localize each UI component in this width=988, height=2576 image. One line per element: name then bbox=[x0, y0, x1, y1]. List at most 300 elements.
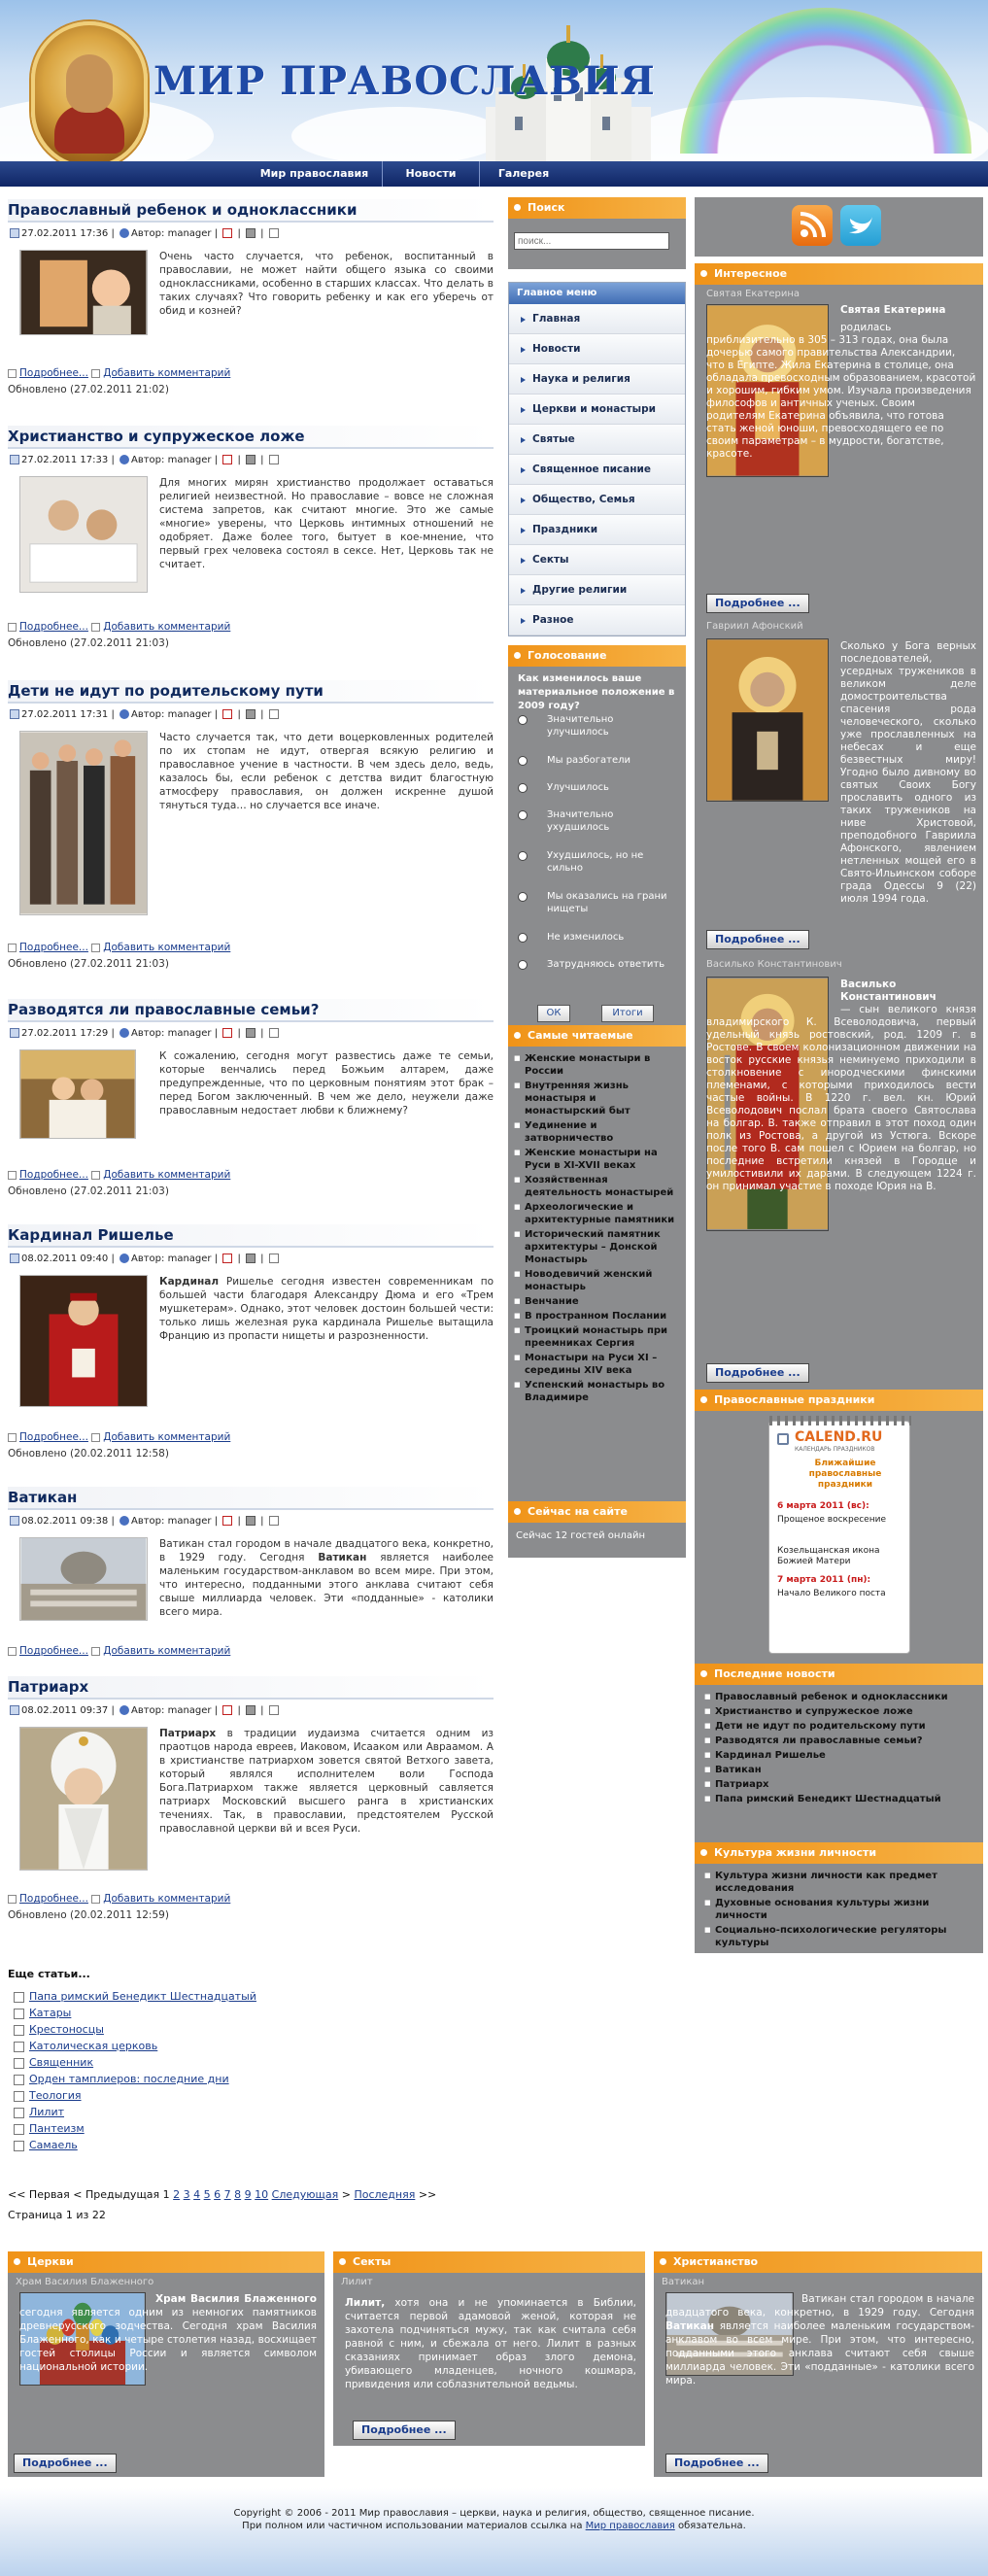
list-item[interactable]: ■ Ватикан bbox=[704, 1764, 973, 1776]
article-title[interactable]: Кардинал Ришелье bbox=[8, 1224, 494, 1248]
bottom-box-subtitle[interactable]: Лилит bbox=[341, 2277, 373, 2287]
site-header bbox=[0, 0, 988, 161]
calendar-icon bbox=[10, 1028, 19, 1038]
article-date: 27.02.2011 17:29 bbox=[21, 1028, 109, 1039]
bottom-box-body bbox=[8, 2273, 324, 2477]
poll-body bbox=[508, 667, 686, 1032]
article bbox=[8, 1676, 494, 1921]
poll-option[interactable] bbox=[518, 808, 678, 834]
pdf-icon[interactable] bbox=[222, 1705, 232, 1715]
poll-option-label: Значительно ухудшилось bbox=[547, 809, 614, 833]
article bbox=[8, 199, 494, 395]
article-links bbox=[8, 1430, 494, 1444]
add-comment-link[interactable]: Добавить комментарий bbox=[103, 1431, 231, 1443]
comment-icon bbox=[91, 623, 100, 632]
list-item[interactable]: ■ Венчание bbox=[514, 1295, 680, 1308]
bottom-box-text bbox=[19, 2292, 317, 2374]
nav-gallery[interactable]: Галерея bbox=[497, 167, 550, 180]
radio-button[interactable] bbox=[518, 851, 528, 861]
poll-option[interactable] bbox=[518, 890, 678, 915]
pager-gt: > bbox=[341, 2188, 351, 2201]
poll-results-button[interactable]: Итоги bbox=[601, 1005, 654, 1022]
list-item[interactable]: ■ Христианство и супружеское ложе bbox=[704, 1705, 973, 1718]
bottom-box-subtitle[interactable]: Храм Василия Блаженного bbox=[16, 2277, 154, 2287]
list-item[interactable] bbox=[29, 2054, 256, 2071]
article bbox=[8, 999, 494, 1197]
menu-item[interactable]: Наука и религия bbox=[509, 364, 685, 395]
article-text-bold: Ватикан bbox=[318, 1552, 367, 1563]
bottom-box-title: Христианство bbox=[654, 2251, 982, 2273]
add-comment-link[interactable]: Добавить комментарий bbox=[103, 1645, 231, 1657]
bottom-box-bold: Храм Василия Блаженного bbox=[155, 2293, 317, 2305]
rss-icon[interactable] bbox=[792, 205, 833, 246]
pdf-icon[interactable] bbox=[222, 228, 232, 238]
list-item[interactable]: ■ Дети не идут по родительскому пути bbox=[704, 1720, 973, 1733]
article-meta: 27.02.2011 17:33 | Автор: manager | | | bbox=[8, 452, 494, 469]
article bbox=[8, 426, 494, 649]
poll-title: Голосование bbox=[508, 645, 686, 667]
list-item[interactable]: ■ Кардинал Ришелье bbox=[704, 1749, 973, 1762]
email-icon[interactable] bbox=[269, 1254, 279, 1263]
search-input[interactable] bbox=[514, 232, 669, 250]
poll-ok-button[interactable]: ОК bbox=[537, 1005, 570, 1022]
list-item[interactable] bbox=[29, 2104, 256, 2120]
more-article-link[interactable]: Пантеизм bbox=[29, 2122, 85, 2135]
interesting-item-title[interactable]: Гавриил Афонский bbox=[706, 621, 803, 632]
footer-text bbox=[0, 2507, 988, 2532]
user-icon bbox=[119, 455, 129, 464]
comment-icon bbox=[91, 944, 100, 952]
menu-item[interactable]: Новости bbox=[509, 334, 685, 364]
list-item[interactable]: ■ Разводятся ли православные семьи? bbox=[704, 1735, 973, 1747]
radio-button[interactable] bbox=[518, 960, 528, 970]
poll-option-label: Ухудшилось, но не сильно bbox=[547, 850, 644, 874]
bottom-box-text bbox=[345, 2296, 636, 2391]
user-icon bbox=[119, 1705, 129, 1715]
bottom-box-pre-text: Ватикан стал городом в начале двадцатого века, конкретно, в 1929 году. Сегодня bbox=[665, 2293, 974, 2318]
article-author: Автор: manager bbox=[131, 228, 212, 239]
radio-button[interactable] bbox=[518, 933, 528, 943]
more-article-link[interactable]: Теология bbox=[29, 2089, 82, 2102]
radio-button[interactable] bbox=[518, 756, 528, 766]
footer-notice-pre: При полном или частичном использовании материалов ссылка на bbox=[242, 2521, 586, 2531]
poll-box bbox=[508, 645, 686, 1032]
nav-news[interactable]: Новости bbox=[383, 161, 480, 187]
list-item[interactable] bbox=[29, 2137, 256, 2153]
pager-next[interactable]: Следующая bbox=[271, 2188, 339, 2201]
popular-list bbox=[514, 1052, 680, 1404]
pager-page[interactable]: 9 bbox=[244, 2188, 252, 2201]
list-item[interactable]: ■ Папа римский Бенедикт Шестнадцатый bbox=[704, 1793, 973, 1805]
nav-mir[interactable]: Мир православия bbox=[247, 161, 383, 187]
more-article-link[interactable]: Крестоносцы bbox=[29, 2023, 104, 2036]
footer-notice bbox=[0, 2520, 988, 2532]
pagination bbox=[8, 2188, 436, 2201]
bottom-box-body bbox=[654, 2273, 982, 2477]
article-updated: Обновлено (27.02.2011 21:03) bbox=[8, 637, 169, 649]
print-icon[interactable] bbox=[246, 1028, 256, 1038]
popular-body bbox=[508, 1047, 686, 1505]
expand-icon bbox=[8, 1647, 17, 1656]
pager-page[interactable]: 4 bbox=[193, 2188, 201, 2201]
site-footer bbox=[0, 2488, 988, 2576]
more-article-link[interactable]: Катары bbox=[29, 2007, 72, 2019]
search-title: Поиск bbox=[508, 197, 686, 219]
article-image bbox=[19, 250, 148, 335]
article-meta: 08.02.2011 09:40 | Автор: manager | | | bbox=[8, 1251, 494, 1268]
list-item[interactable]: ■ Женские монастыри в России bbox=[514, 1052, 680, 1078]
pager-prev: < Предыдущая bbox=[73, 2188, 160, 2201]
poll-option[interactable] bbox=[518, 713, 678, 738]
calendar-icon bbox=[10, 1705, 19, 1715]
icon-logo bbox=[31, 21, 148, 161]
email-icon[interactable] bbox=[269, 1028, 279, 1038]
article-updated: Обновлено (20.02.2011 12:59) bbox=[8, 1909, 169, 1921]
calend-logo-sub: КАЛЕНДАРЬ ПРАЗДНИКОВ bbox=[795, 1446, 875, 1453]
add-comment-link[interactable]: Добавить комментарий bbox=[103, 942, 231, 953]
user-icon bbox=[119, 1516, 129, 1526]
pager-page[interactable]: 2 bbox=[173, 2188, 181, 2201]
poll-option[interactable] bbox=[518, 931, 678, 944]
article-updated: Обновлено (27.02.2011 21:03) bbox=[8, 1185, 169, 1197]
menu-item[interactable]: Священное писание bbox=[509, 455, 685, 485]
bottom-box-christianity bbox=[654, 2251, 982, 2477]
article-meta: 08.02.2011 09:37 | Автор: manager | | | bbox=[8, 1702, 494, 1720]
add-comment-link[interactable]: Добавить комментарий bbox=[103, 1893, 231, 1905]
list-item[interactable]: ■ Духовные основания культуры жизни личности bbox=[704, 1897, 973, 1922]
interesting-item-title[interactable]: Святая Екатерина bbox=[706, 289, 801, 299]
article-date: 27.02.2011 17:31 bbox=[21, 709, 109, 720]
article-image bbox=[19, 1275, 148, 1407]
interesting-item-title[interactable]: Василько Константинович bbox=[706, 959, 842, 970]
interesting-text: Сколько у Бога верных последователей, усердных тружеников в великом деле домостроительства спасения рода человеческого, сколько уже прославленных на небесах и еще безвестных миру! Угодно было дивному во святых Своих Богу прославить одного из таких тружеников на ниве Христовой, преподобного Гавриила Афонского, явлением нетленных мощей его в Свято-Ильинском соборе града Одессы 9 (22) июля 1994 года. bbox=[840, 640, 976, 905]
print-icon[interactable] bbox=[246, 1516, 256, 1526]
read-more-link[interactable]: Подробнее... bbox=[19, 1645, 88, 1657]
comment-icon bbox=[91, 1433, 100, 1442]
more-article-link[interactable]: Папа римский Бенедикт Шестнадцатый bbox=[29, 1990, 256, 2003]
article-updated: Обновлено (27.02.2011 21:02) bbox=[8, 384, 169, 395]
pdf-icon[interactable] bbox=[222, 1028, 232, 1038]
list-item[interactable]: ■ Хозяйственная деятельность монастырей bbox=[514, 1174, 680, 1199]
menu-item[interactable]: Секты bbox=[509, 545, 685, 575]
latest-box bbox=[695, 1664, 983, 1850]
calendar-icon bbox=[10, 709, 19, 719]
latest-list bbox=[704, 1691, 973, 1805]
more-article-link[interactable]: Самаель bbox=[29, 2139, 78, 2151]
article-meta: 27.02.2011 17:31 | Автор: manager | | | bbox=[8, 706, 494, 724]
pager-page[interactable]: 5 bbox=[203, 2188, 211, 2201]
article-links bbox=[8, 620, 494, 634]
menu-item[interactable]: Главная bbox=[509, 304, 685, 334]
comment-icon bbox=[91, 1895, 100, 1904]
read-more-link[interactable]: Подробнее... bbox=[19, 621, 88, 633]
calendar-event[interactable]: Козельщанская икона Божией Матери bbox=[777, 1546, 880, 1566]
poll-option[interactable] bbox=[518, 849, 678, 875]
interesting-text: родилась приблизительно в 305 – 313 годах, она была дочерью самого правительства Александрии, что в Египте. Жила Екатерина в столице, она обладала превосходным образованием, красотой и хорошим, гибким умом. Изучала произведения философов и античных ученых. Своим родителям Екатерина объявила, что готова стать женой юноши, превосходящего ее по своим параметрам – в мудрости, богатстве, красоте. bbox=[706, 322, 976, 460]
twitter-icon[interactable] bbox=[840, 205, 881, 246]
add-comment-link[interactable]: Добавить комментарий bbox=[103, 1169, 231, 1181]
poll-option-label: Мы оказались на грани нищеты bbox=[547, 891, 667, 914]
article-author: Автор: manager bbox=[131, 709, 212, 720]
radio-button[interactable] bbox=[518, 892, 528, 902]
article-text-body: является наиболее маленьким государством-анклавом во всем мире. При этом, что интересно, подданными этого анклава считают себя свыше миллиарда человек. Эти «подданные» - католики всего мира. bbox=[159, 1552, 494, 1618]
list-item[interactable]: ■ Социально-психологические регуляторы культуры bbox=[704, 1924, 973, 1949]
calendar-icon bbox=[777, 1433, 789, 1445]
article-links bbox=[8, 1892, 494, 1906]
pdf-icon[interactable] bbox=[222, 709, 232, 719]
add-comment-link[interactable]: Добавить комментарий bbox=[103, 367, 231, 379]
print-icon[interactable] bbox=[246, 455, 256, 464]
read-more-link[interactable]: Подробнее... bbox=[19, 1431, 88, 1443]
more-articles-list bbox=[29, 1988, 256, 2153]
online-box bbox=[508, 1501, 686, 1558]
list-item[interactable] bbox=[29, 2021, 256, 2038]
poll-option-label: Мы разбогатели bbox=[547, 755, 631, 766]
latest-title: Последние новости bbox=[695, 1664, 983, 1685]
footer-notice-post: обязательна. bbox=[674, 2521, 746, 2531]
read-more-link[interactable]: Подробнее... bbox=[19, 942, 88, 953]
email-icon[interactable] bbox=[269, 228, 279, 238]
footer-site-link[interactable]: Мир православия bbox=[585, 2521, 675, 2531]
online-text: Сейчас 12 гостей онлайн bbox=[508, 1523, 686, 1558]
poll-option[interactable] bbox=[518, 754, 678, 767]
bottom-box-title: Церкви bbox=[8, 2251, 324, 2273]
article-text bbox=[159, 1727, 494, 1836]
article-text: Для многих мирян христианство продолжает оставаться религией неизвестной. Но православие – вовсе не сложная система запретов, как считают многие. Это же самые «многие» уверены, что Церковь интимных отношений не одобряет. Даже более того, бытует в кое-мнение, что первый грех человека состоял в сексе. Нет, Церковь так не считает. bbox=[159, 477, 494, 570]
radio-button[interactable] bbox=[518, 783, 528, 793]
poll-option-label: Улучшилось bbox=[547, 782, 609, 793]
top-navigation bbox=[0, 161, 988, 187]
article-date: 08.02.2011 09:37 bbox=[21, 1705, 109, 1716]
list-item[interactable] bbox=[29, 2038, 256, 2054]
list-item[interactable]: ■ Православный ребенок и одноклассники bbox=[704, 1691, 973, 1703]
article-links bbox=[8, 1168, 494, 1182]
user-icon bbox=[119, 1254, 129, 1263]
email-icon[interactable] bbox=[269, 1705, 279, 1715]
article-meta: 08.02.2011 09:38 | Автор: manager | | | bbox=[8, 1513, 494, 1530]
read-more-button[interactable]: Подробнее ... bbox=[706, 930, 809, 949]
culture-list bbox=[704, 1870, 973, 1949]
article-image bbox=[19, 1727, 148, 1871]
article-title[interactable]: Христианство и супружеское ложе bbox=[8, 426, 494, 449]
article-links bbox=[8, 941, 494, 954]
interesting-body bbox=[695, 285, 983, 1397]
expand-icon bbox=[8, 944, 17, 952]
pager-page[interactable]: 7 bbox=[223, 2188, 231, 2201]
interesting-text: — сын великого князя владимирского К. Всеволодовича, первый удельный князь ростовский, род. 1209 г. в Ростове. В своем колонизационном движении на восток русские князья неминуемо приходили в столкновение с инородческими финскими племенами, с которыми приходилось вести частые войны. В 1220 г. вел. кн. Юрий Всеволодович послал брата своего Святослава на болгар. В. также отправил в этот поход один полк из Ростова, а другой из Устюга. Вскоре после того В. сам пошел с Юрием на болгар, но последние встретили князей в Городце и умилостивили их дарами. В следующем 1224 г. он принимал участие в походе Юрия на В. bbox=[706, 1004, 976, 1192]
calendar-widget[interactable] bbox=[768, 1421, 910, 1654]
read-more-button[interactable]: Подробнее ... bbox=[353, 2421, 456, 2440]
article-author: Автор: manager bbox=[131, 1028, 212, 1039]
culture-box bbox=[695, 1842, 983, 1953]
pager-page[interactable]: 10 bbox=[255, 2188, 269, 2201]
article-text: К сожалению, сегодня могут развестись даже те семьи, которые венчались перед Божьим алтарем, даже предупрежденные, что по церковным понятиям этот брак – перед Богом заключенный. В чем же дело, неужели даже православным недостает любви к ближнему? bbox=[159, 1050, 494, 1116]
read-more-button[interactable]: Подробнее ... bbox=[665, 2454, 768, 2473]
article-text: Часто случается так, что дети воцерковленных родителей по их стопам не идут, отвергая всякую религию и православное учение в частности. В чем здесь дело, ведь, казалось бы, если ребенок с детства видит благостную атмосферу православия, он должен искренне душой тянуться туда… но случается все иначе. bbox=[159, 732, 494, 811]
article-text-bold: Кардинал bbox=[159, 1276, 220, 1288]
read-more-link[interactable]: Подробнее... bbox=[19, 1893, 88, 1905]
list-item[interactable]: ■ Новодевичий женский монастырь bbox=[514, 1268, 680, 1293]
interesting-title: Интересное bbox=[695, 263, 983, 285]
email-icon[interactable] bbox=[269, 709, 279, 719]
article-date: 08.02.2011 09:38 bbox=[21, 1516, 109, 1527]
article-text-pre: Ватикан стал городом в начале двадцатого века, конкретно, в 1929 году. Сегодня bbox=[159, 1538, 494, 1563]
radio-button[interactable] bbox=[518, 715, 528, 725]
article-author: Автор: manager bbox=[131, 1705, 212, 1716]
more-article-link[interactable]: Священник bbox=[29, 2056, 94, 2069]
pager-page[interactable]: 6 bbox=[214, 2188, 221, 2201]
article-date: 27.02.2011 17:33 bbox=[21, 455, 109, 465]
interesting-text-top bbox=[840, 304, 976, 317]
bottom-box-title: Секты bbox=[333, 2251, 645, 2273]
list-item[interactable]: ■ Уединение и затворничество bbox=[514, 1119, 680, 1145]
poll-option-label: Не изменилось bbox=[547, 932, 625, 943]
add-comment-link[interactable]: Добавить комментарий bbox=[103, 621, 231, 633]
article-image bbox=[19, 1537, 148, 1621]
list-item[interactable] bbox=[29, 2120, 256, 2137]
article-author: Автор: manager bbox=[131, 1516, 212, 1527]
pdf-icon[interactable] bbox=[222, 1254, 232, 1263]
expand-icon bbox=[8, 1433, 17, 1442]
list-item[interactable]: ■ Исторический памятник архитектуры – Донской Монастырь bbox=[514, 1228, 680, 1266]
print-icon[interactable] bbox=[246, 1705, 256, 1715]
social-bar bbox=[695, 197, 983, 257]
article-image bbox=[19, 476, 148, 593]
pager-page[interactable]: 3 bbox=[183, 2188, 190, 2201]
bottom-box-subtitle[interactable]: Ватикан bbox=[662, 2277, 705, 2287]
read-more-link[interactable]: Подробнее... bbox=[19, 1169, 88, 1181]
calend-logo: CALEND.RU bbox=[795, 1429, 883, 1445]
list-item[interactable]: ■ Внутренняя жизнь монастыря и монастырский быт bbox=[514, 1080, 680, 1117]
read-more-link[interactable]: Подробнее... bbox=[19, 367, 88, 379]
article-meta: 27.02.2011 17:36 | Автор: manager | | | bbox=[8, 225, 494, 243]
article-title[interactable]: Православный ребенок и одноклассники bbox=[8, 199, 494, 223]
list-item[interactable]: ■ Монастыри на Руси XI – середины XIV века bbox=[514, 1352, 680, 1377]
article-title[interactable]: Ватикан bbox=[8, 1487, 494, 1510]
article-links bbox=[8, 1644, 494, 1658]
bottom-box-bold: Лилит, bbox=[345, 2297, 386, 2309]
poll-option-label: Значительно улучшилось bbox=[547, 714, 614, 738]
article-links bbox=[8, 366, 494, 380]
article-updated: Обновлено (27.02.2011 21:03) bbox=[8, 958, 169, 970]
calendar-event[interactable]: Начало Великого поста bbox=[777, 1589, 886, 1598]
list-item[interactable] bbox=[29, 2005, 256, 2021]
culture-title: Культура жизни личности bbox=[695, 1842, 983, 1864]
comment-icon bbox=[91, 1647, 100, 1656]
list-item[interactable] bbox=[29, 2071, 256, 2087]
list-item[interactable] bbox=[29, 1988, 256, 2005]
pdf-icon[interactable] bbox=[222, 1516, 232, 1526]
rainbow-image bbox=[680, 8, 971, 154]
article-text bbox=[159, 1537, 494, 1619]
email-icon[interactable] bbox=[269, 455, 279, 464]
bottom-box-body bbox=[333, 2273, 645, 2446]
article-date: 08.02.2011 09:40 bbox=[21, 1254, 109, 1264]
article-title[interactable]: Разводятся ли православные семьи? bbox=[8, 999, 494, 1022]
list-item[interactable]: ■ Женские монастыри на Руси в XI-XVII веках bbox=[514, 1147, 680, 1172]
print-icon[interactable] bbox=[246, 228, 256, 238]
interesting-bold: Святая Екатерина bbox=[840, 304, 946, 316]
print-icon[interactable] bbox=[246, 709, 256, 719]
article-title[interactable]: Дети не идут по родительскому пути bbox=[8, 680, 494, 704]
article-meta: 27.02.2011 17:29 | Автор: manager | | | bbox=[8, 1025, 494, 1043]
expand-icon bbox=[8, 1895, 17, 1904]
calendar-date: 7 марта 2011 (пн): bbox=[777, 1575, 871, 1585]
list-item[interactable] bbox=[29, 2087, 256, 2104]
list-item[interactable]: ■ Успенский монастырь во Владимире bbox=[514, 1379, 680, 1404]
article-text-body: Ришелье сегодня известен современникам по большей части благодаря Александру Дюма и его «Трем мушкетерам». Однако, этот человек достоин большей чести: только лишь железная рука кардинала Ришелье вытащила Францию из пропасти нищеты и разрозненности. bbox=[159, 1276, 494, 1342]
article-text bbox=[159, 1275, 494, 1343]
list-item[interactable]: ■ Троицкий монастырь при преемниках Сергия bbox=[514, 1324, 680, 1350]
holidays-body bbox=[695, 1411, 983, 1673]
list-item[interactable]: ■ В пространном Послании bbox=[514, 1310, 680, 1322]
print-icon[interactable] bbox=[246, 1254, 256, 1263]
calendar-event[interactable]: Прощеное воскресение bbox=[777, 1515, 886, 1525]
menu-item[interactable]: Разное bbox=[509, 605, 685, 635]
more-article-link[interactable]: Католическая церковь bbox=[29, 2040, 158, 2052]
article-title[interactable]: Патриарх bbox=[8, 1676, 494, 1700]
calendar-subtitle: Ближайшие православные праздники bbox=[808, 1459, 882, 1490]
page-count: Страница 1 из 22 bbox=[8, 2209, 106, 2221]
article-text-body: в традиции иудаизма считается одним из праотцов народа евреев, Иаковом, Исааком или Авраамом. А в христианстве патриархом зовется святой Ветхого завета, который являлся исполнителем воли Господа Бога.Патриархом также является церковный савляется патриарх Московский высшего ранга в христианских течениях. Так, в православии, предстоятелем Русской православной церкви вй и всея Руси. bbox=[159, 1728, 494, 1835]
menu-item[interactable]: Другие религии bbox=[509, 575, 685, 605]
email-icon[interactable] bbox=[269, 1516, 279, 1526]
pager-page[interactable]: 8 bbox=[234, 2188, 242, 2201]
article-updated: Обновлено (20.02.2011 12:58) bbox=[8, 1448, 169, 1460]
more-articles-title: Еще статьи... bbox=[8, 1968, 90, 1980]
list-item[interactable]: ■ Патриарх bbox=[704, 1778, 973, 1791]
menu-item[interactable]: Церкви и монастыри bbox=[509, 395, 685, 425]
radio-button[interactable] bbox=[518, 810, 528, 820]
read-more-button[interactable]: Подробнее ... bbox=[706, 594, 809, 613]
poll-option[interactable] bbox=[518, 958, 678, 971]
menu-item[interactable]: Общество, Семья bbox=[509, 485, 685, 515]
user-icon bbox=[119, 228, 129, 238]
popular-title: Самые читаемые bbox=[508, 1025, 686, 1047]
article bbox=[8, 1224, 494, 1460]
read-more-button[interactable]: Подробнее ... bbox=[706, 1363, 809, 1383]
calendar-rings bbox=[769, 1416, 911, 1425]
interesting-box bbox=[695, 263, 983, 1397]
bottom-box-body-text: сегодня является одним из немногих памятников древнерусского зодчества. Сегодня храм Василия Блаженного, как и четыре столетия назад, восхищает гостей столицы России и является символом национальной истории. bbox=[19, 2307, 317, 2373]
article-author: Автор: manager bbox=[131, 455, 212, 465]
pager-first: << Первая bbox=[8, 2188, 70, 2201]
more-article-link[interactable]: Орден тамплиеров: последние дни bbox=[29, 2073, 229, 2085]
calendar-date: 6 марта 2011 (вс): bbox=[777, 1501, 869, 1511]
poll-option[interactable] bbox=[518, 781, 678, 794]
holidays-box bbox=[695, 1390, 983, 1673]
article-text: Очень часто случается, что ребенок, воспитанный в православии, не может найти общего языка со своими одноклассниками, особенно в старших классах. Что делать в таких случаях? Что говорить ребенку и как его уберечь от обид и козней? bbox=[159, 251, 494, 317]
list-item[interactable]: ■ Археологические и архитектурные памятники bbox=[514, 1201, 680, 1226]
pager-last[interactable]: Последняя bbox=[354, 2188, 416, 2201]
menu-item[interactable]: Праздники bbox=[509, 515, 685, 545]
interesting-text-top bbox=[840, 979, 976, 1004]
pdf-icon[interactable] bbox=[222, 455, 232, 464]
expand-icon bbox=[8, 623, 17, 632]
article-date: 27.02.2011 17:36 bbox=[21, 228, 109, 239]
article-text-bold: Патриарх bbox=[159, 1728, 217, 1739]
menu-item[interactable]: Святые bbox=[509, 425, 685, 455]
read-more-button[interactable]: Подробнее ... bbox=[14, 2454, 117, 2473]
article-image bbox=[19, 731, 148, 915]
bottom-box-bold: Ватикан bbox=[665, 2320, 714, 2332]
list-item[interactable]: ■ Культура жизни личности как предмет исследования bbox=[704, 1870, 973, 1895]
bottom-box-sects bbox=[333, 2251, 645, 2477]
more-article-link[interactable]: Лилит bbox=[29, 2106, 65, 2118]
main-menu bbox=[508, 282, 686, 636]
article bbox=[8, 680, 494, 970]
comment-icon bbox=[91, 369, 100, 378]
